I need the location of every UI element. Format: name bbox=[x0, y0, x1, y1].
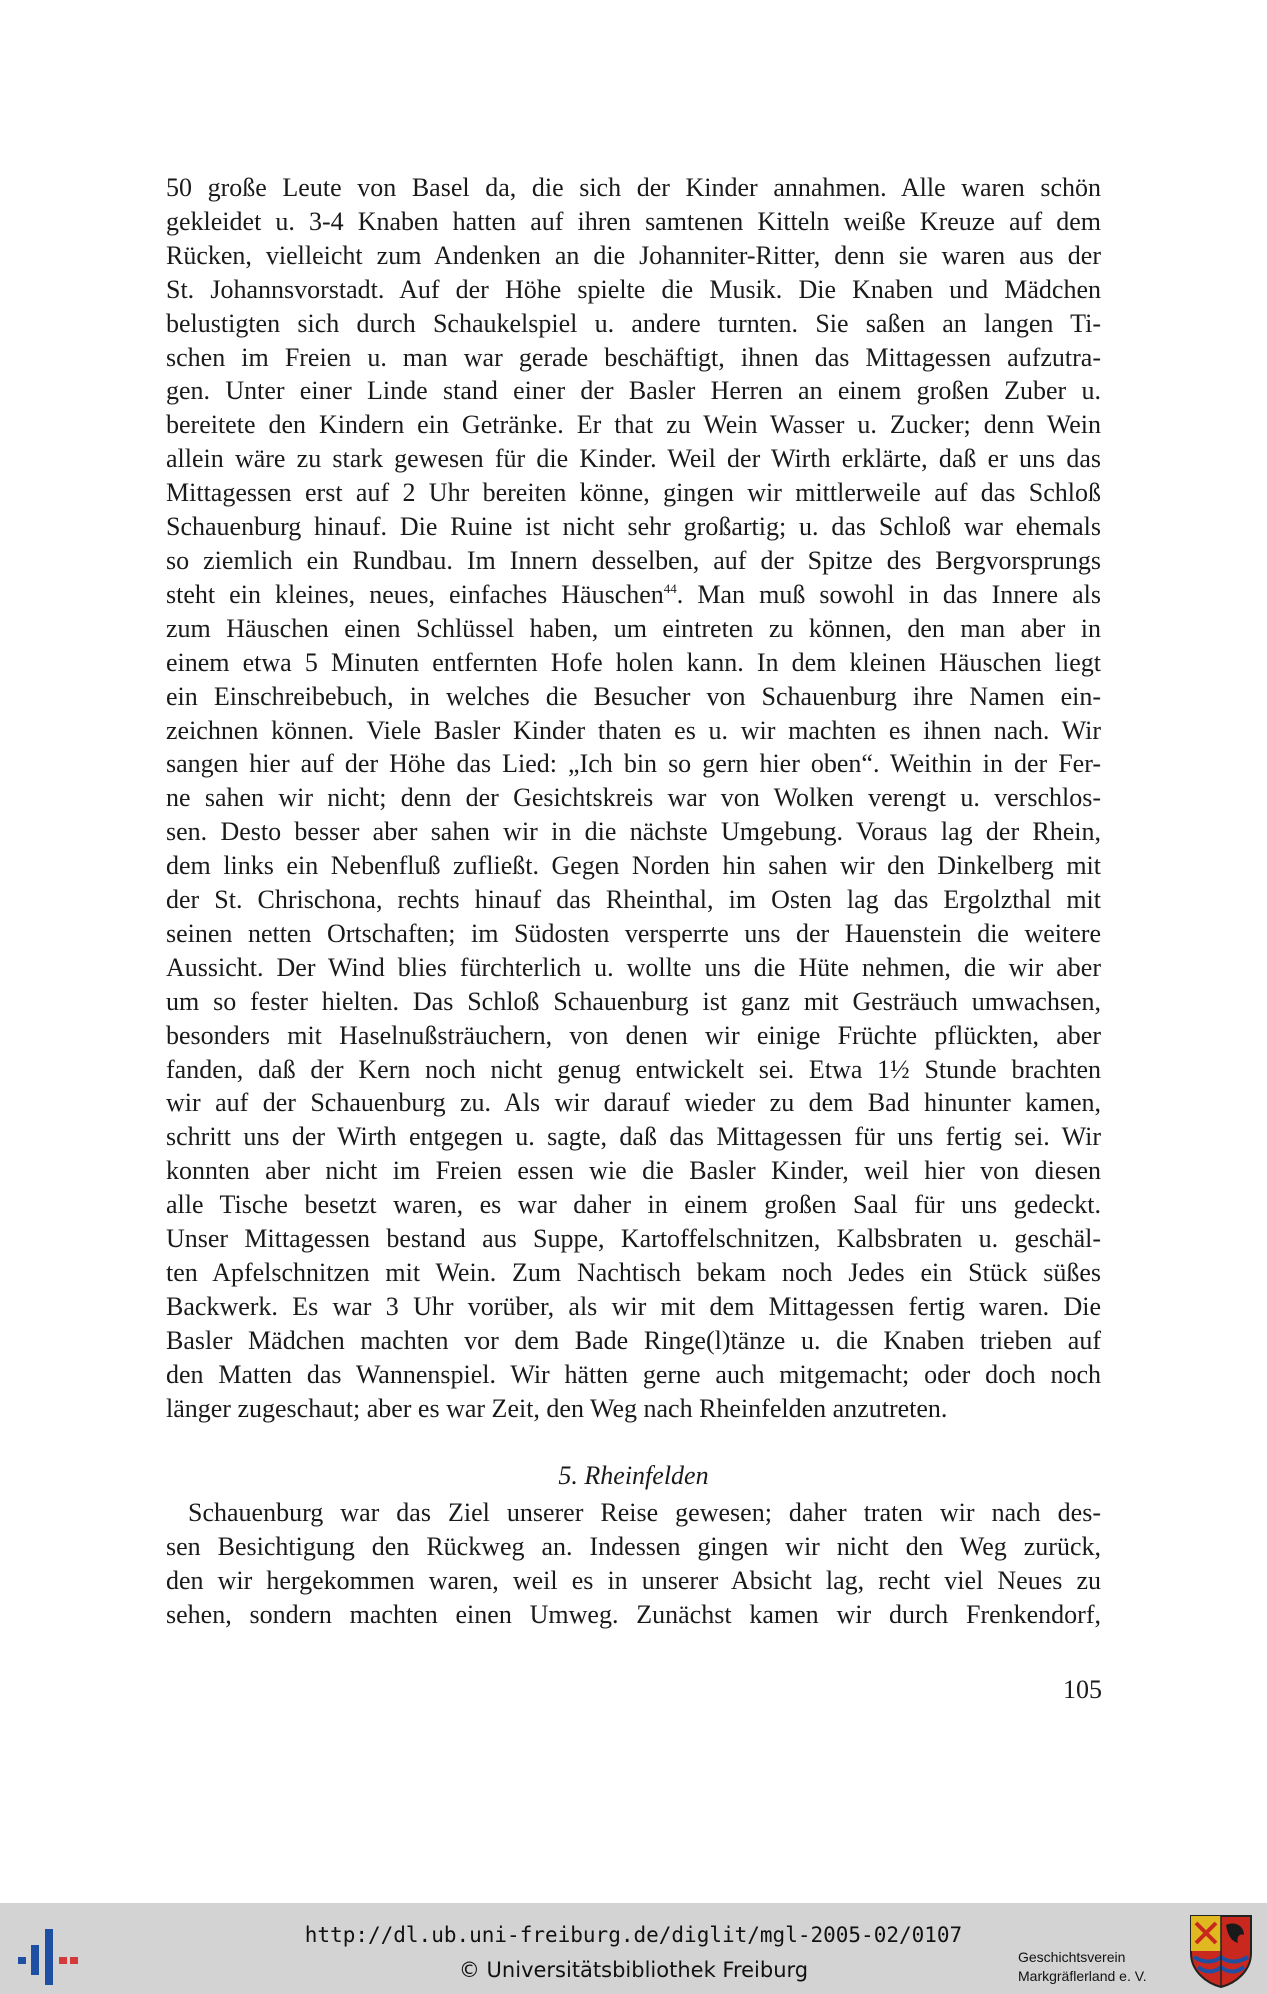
text-line: St. Johannsvorstadt. Auf der Höhe spielte die Musik. Die Knaben und Mädchen bbox=[166, 274, 1101, 304]
text-line: so ziemlich ein Rundbau. Im Innern desselben, auf der Spitze des Bergvorsprungs bbox=[166, 545, 1101, 575]
page-number: 105 bbox=[1063, 1675, 1102, 1704]
text-line: dem links ein Nebenfluß zufließt. Gegen Norden hin sahen wir den Dinkelberg mit bbox=[166, 851, 1101, 881]
text-line: Basler Mädchen machten vor dem Bade Ringe(l)tänze u. die Knaben trieben auf bbox=[166, 1325, 1101, 1355]
text-line: konnten aber nicht im Freien essen wie die Basler Kinder, weil hier von diesen bbox=[166, 1156, 1101, 1186]
text-line: der St. Chrischona, rechts hinauf das Rheinthal, im Osten lag das Ergolzthal mit bbox=[166, 885, 1101, 915]
text-line: ten Apfelschnitzen mit Wein. Zum Nachtisch bekam noch Jedes ein Stück süßes bbox=[166, 1258, 1101, 1287]
text-line: einem etwa 5 Minuten entfernten Hofe holen kann. In dem kleinen Häuschen liegt bbox=[166, 647, 1101, 677]
text-line: den wir hergekommen waren, weil es in unserer Absicht lag, recht viel Neues zu bbox=[166, 1565, 1101, 1595]
text-line: fanden, daß der Kern noch nicht genug entwickelt sei. Etwa 1½ Stunde brachten bbox=[166, 1054, 1101, 1084]
document-url-link[interactable]: http://dl.ub.uni-freiburg.de/diglit/mgl-2005-02/0107 bbox=[304, 1923, 963, 1947]
text-line: Aussicht. Der Wind blies fürchterlich u. wollte uns die Hüte nehmen, die wir aber bbox=[166, 952, 1101, 982]
text-fragment: . Man muß sowohl in das Innere als bbox=[676, 579, 1101, 609]
text-line: Schauenburg war das Ziel unserer Reise gewesen; daher traten wir nach des- bbox=[188, 1498, 1101, 1527]
text-line: den Matten das Wannenspiel. Wir hätten gerne auch mitgemacht; oder doch noch bbox=[166, 1359, 1101, 1389]
text-line: gekleidet u. 3-4 Knaben hatten auf ihren samtenen Kitteln weiße Kreuze auf dem bbox=[166, 206, 1101, 236]
text-line: wir auf der Schauenburg zu. Als wir darauf wieder zu dem Bad hinunter kamen, bbox=[166, 1088, 1101, 1118]
section-heading: 5. Rheinfelden bbox=[558, 1461, 709, 1490]
text-line: seinen netten Ortschaften; im Südosten versperrte uns der Hauenstein die weitere bbox=[166, 918, 1101, 948]
text-line: allein wäre zu stark gewesen für die Kinder. Weil der Wirth erklärte, daß er uns das bbox=[166, 444, 1101, 474]
text-line: sangen hier auf der Höhe das Lied: „Ich bin so gern hier oben“. Weithin in der Fer- bbox=[166, 749, 1101, 779]
society-name bbox=[1018, 1948, 1183, 1986]
text-line: zum Häuschen einen Schlüssel haben, um eintreten zu können, den man aber in bbox=[166, 613, 1101, 643]
text-line: schritt uns der Wirth entgegen u. sagte, daß das Mittagessen für uns fertig sei. Wir bbox=[166, 1122, 1101, 1152]
society-name-line: Geschichtsverein bbox=[1018, 1949, 1126, 1965]
text-line: besonders mit Haselnußsträuchern, von denen wir einige Früchte pflückten, aber bbox=[166, 1020, 1101, 1050]
paragraph-1 bbox=[166, 171, 1101, 1426]
text-line: ein Einschreibebuch, in welches die Besucher von Schauenburg ihre Namen ein- bbox=[166, 681, 1101, 711]
text-line: sen. Desto besser aber sahen wir in die nächste Umgebung. Voraus lag der Rhein, bbox=[166, 817, 1101, 847]
text-line: schen im Freien u. man war gerade beschäftigt, ihnen das Mittagessen aufzutra- bbox=[166, 342, 1101, 372]
text-line: um so fester hielten. Das Schloß Schauenburg ist ganz mit Gesträuch umwachsen, bbox=[166, 986, 1101, 1016]
footer-bar bbox=[0, 1903, 1267, 1994]
society-name-line: Markgräflerland e. V. bbox=[1018, 1968, 1147, 1984]
text-line: Backwerk. Es war 3 Uhr vorüber, als wir mit dem Mittagessen fertig waren. Die bbox=[166, 1291, 1101, 1321]
text-line-with-footnote bbox=[166, 578, 1101, 612]
text-fragment: steht ein kleines, neues, einfaches Häuschen bbox=[166, 579, 664, 609]
text-line: sehen, sondern machten einen Umweg. Zunächst kamen wir durch Frenkendorf, bbox=[166, 1599, 1101, 1629]
text-line: bereitete den Kindern ein Getränke. Er that zu Wein Wasser u. Zucker; denn Wein bbox=[166, 410, 1101, 440]
coat-of-arms-icon bbox=[1188, 1913, 1254, 1989]
text-line: Schauenburg hinauf. Die Ruine ist nicht sehr großartig; u. das Schloß war ehemals bbox=[166, 512, 1101, 542]
footnote-marker: 44 bbox=[663, 580, 677, 596]
text-line: 50 große Leute von Basel da, die sich der Kinder annahmen. Alle waren schön bbox=[166, 173, 1101, 202]
copyright-notice: © Universitätsbibliothek Freiburg bbox=[458, 1958, 809, 1982]
text-line: belustigten sich durch Schaukelspiel u. andere turnten. Sie saßen an langen Ti- bbox=[166, 308, 1101, 338]
text-line: Unser Mittagessen bestand aus Suppe, Kartoffelschnitzen, Kalbsbraten u. geschäl- bbox=[166, 1224, 1101, 1254]
text-line: Mittagessen erst auf 2 Uhr bereiten könne, gingen wir mittlerweile auf das Schloß bbox=[166, 478, 1101, 508]
text-line: sen Besichtigung den Rückweg an. Indessen gingen wir nicht den Weg zurück, bbox=[166, 1531, 1101, 1561]
text-line: alle Tische besetzt waren, es war daher in einem großen Saal für uns gedeckt. bbox=[166, 1190, 1101, 1220]
text-line: gen. Unter einer Linde stand einer der Basler Herren an einem großen Zuber u. bbox=[166, 376, 1101, 406]
text-line: länger zugeschaut; aber es war Zeit, den Weg nach Rheinfelden anzutreten. bbox=[166, 1393, 948, 1423]
text-line: zeichnen können. Viele Basler Kinder thaten es u. wir machten es ihnen nach. Wir bbox=[166, 715, 1101, 745]
paragraph-2 bbox=[166, 1496, 1101, 1632]
text-line: ne sahen wir nicht; denn der Gesichtskreis war von Wolken verengt u. verschlos- bbox=[166, 783, 1101, 813]
text-line: Rücken, vielleicht zum Andenken an die Johanniter-Ritter, denn sie waren aus der bbox=[166, 240, 1101, 270]
